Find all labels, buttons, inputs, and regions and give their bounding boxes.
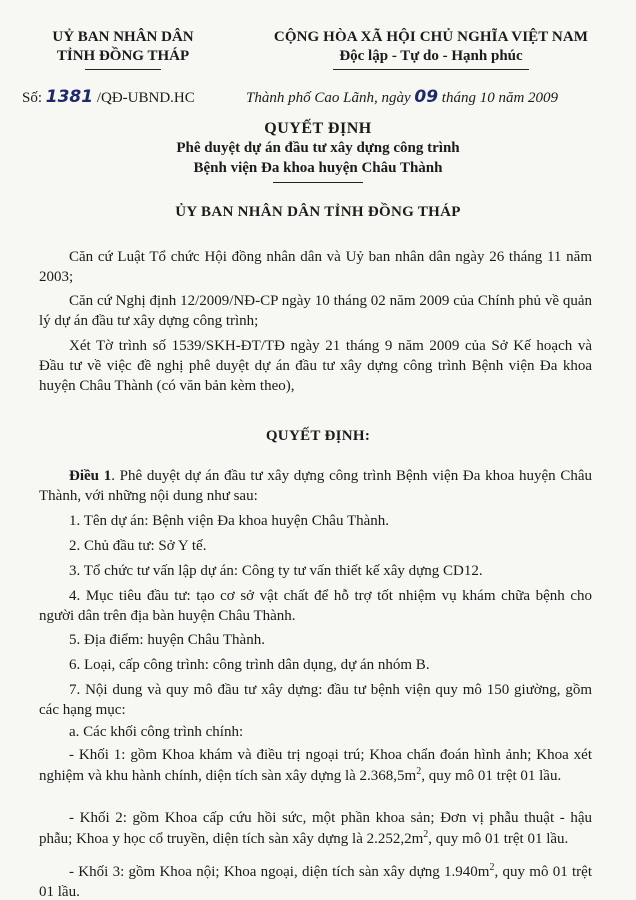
list-item: 4. Mục tiêu đầu tư: tạo cơ sở vật chất để hỗ trợ tốt nhiệm vụ khám chữa bệnh cho người dân trên địa bàn huyện Châu Thành. (39, 588, 592, 624)
block-text: , quy mô 01 trệt 01 lầu. (428, 831, 569, 847)
doc-number-prefix: Số: (22, 90, 46, 106)
decision-heading: QUYẾT ĐỊNH: (265, 428, 371, 444)
block-unit-sup: 2 (423, 829, 429, 840)
block-text: - Khối 2: gồm Khoa cấp cứu hồi sức, một phần khoa sản; Đơn vị phẫu thuật - hậu phẫu; Khoa y học cổ truyền, diện tích sàn xây dựng là 2.252,2m (39, 810, 592, 847)
document-number (22, 87, 195, 107)
date-part-1: Thành phố Cao Lãnh, ngày (246, 90, 415, 106)
list-item: a. Các khối công trình chính: (69, 724, 244, 740)
block-text: - Khối 3: gồm Khoa nội; Khoa ngoại, diện tích sàn xây dựng 1.940m (69, 864, 490, 880)
article-1-label: Điều 1 (69, 468, 112, 484)
list-item: 5. Địa điểm: huyện Châu Thành. (69, 632, 265, 648)
article-1-text: . Phê duyệt dự án đầu tư xây dựng công trình Bệnh viện Đa khoa huyện Châu Thành, với những nội dung như sau: (39, 468, 592, 504)
block-unit-sup: 2 (416, 766, 422, 777)
list-item: 6. Loại, cấp công trình: công trình dân dụng, dự án nhóm B. (69, 657, 430, 673)
preamble-paragraph: Xét Tờ trình số 1539/SKH-ĐT/TĐ ngày 21 tháng 9 năm 2009 của Sở Kế hoạch và Đầu tư về việc đề nghị phê duyệt dự án đầu tư xây dựng công trình Bệnh viện Đa khoa huyện Châu Thành (có văn bản kèm theo), (39, 338, 592, 394)
preamble-paragraph: Căn cứ Nghị định 12/2009/NĐ-CP ngày 10 tháng 02 năm 2009 của Chính phủ về quản lý dự án đầu tư xây dựng công trình; (39, 293, 592, 329)
list-item: 1. Tên dự án: Bệnh viện Đa khoa huyện Châu Thành. (69, 513, 390, 529)
subject-line-1: Phê duyệt dự án đầu tư xây dựng công trình (176, 140, 460, 156)
list-item: 2. Chủ đầu tư: Sở Y tế. (69, 538, 207, 554)
building-block-3 (39, 862, 592, 900)
block-unit-sup: 2 (489, 862, 495, 873)
building-block-2 (39, 808, 592, 850)
block-text: , quy mô 01 trệt 01 lầu. (421, 768, 562, 784)
subject-line-2: Bệnh viện Đa khoa huyện Châu Thành (193, 160, 443, 176)
building-block-1 (39, 745, 592, 787)
doc-number-handwritten: 1381 (45, 87, 94, 107)
preamble-paragraph: Căn cứ Luật Tổ chức Hội đồng nhân dân và Uỷ ban nhân dân ngày 26 tháng 11 năm 2003; (39, 249, 592, 285)
issuer-underline (85, 69, 161, 70)
issuer-line-2: TỈNH ĐỒNG THÁP (56, 48, 190, 64)
article-1 (39, 466, 592, 506)
block-text: - Khối 1: gồm Khoa khám và điều trị ngoại trú; Khoa chẩn đoán hình ảnh; Khoa xét nghiệm và khu hành chính, diện tích sàn xây dựng là 2.368,5m (39, 747, 592, 784)
motto-underline (333, 69, 529, 70)
national-header (236, 28, 626, 70)
national-motto: Độc lập - Tự do - Hạnh phúc (339, 48, 523, 64)
document-type-title: QUYẾT ĐỊNH (264, 120, 372, 137)
date-part-2: tháng 10 năm 2009 (438, 90, 559, 106)
issuer-header (18, 28, 228, 70)
subject-underline (273, 182, 363, 183)
doc-number-suffix: /QĐ-UBND.HC (93, 90, 195, 106)
list-item: 7. Nội dung và quy mô đầu tư xây dựng: đầu tư bệnh viện quy mô 150 giường, gồm các hạng mục: (39, 682, 592, 718)
block-text: , quy mô 01 trệt 01 lầu. (39, 864, 592, 900)
date-line (246, 87, 558, 107)
national-title: CỘNG HÒA XÃ HỘI CHỦ NGHĨA VIỆT NAM (273, 29, 589, 45)
list-item: 3. Tổ chức tư vấn lập dự án: Công ty tư vấn thiết kế xây dựng CD12. (69, 563, 483, 579)
date-day-handwritten: 09 (414, 87, 439, 107)
issuer-line-1: UỶ BAN NHÂN DÂN (52, 29, 194, 45)
authority-heading: ỦY BAN NHÂN DÂN TỈNH ĐỒNG THÁP (175, 204, 461, 220)
